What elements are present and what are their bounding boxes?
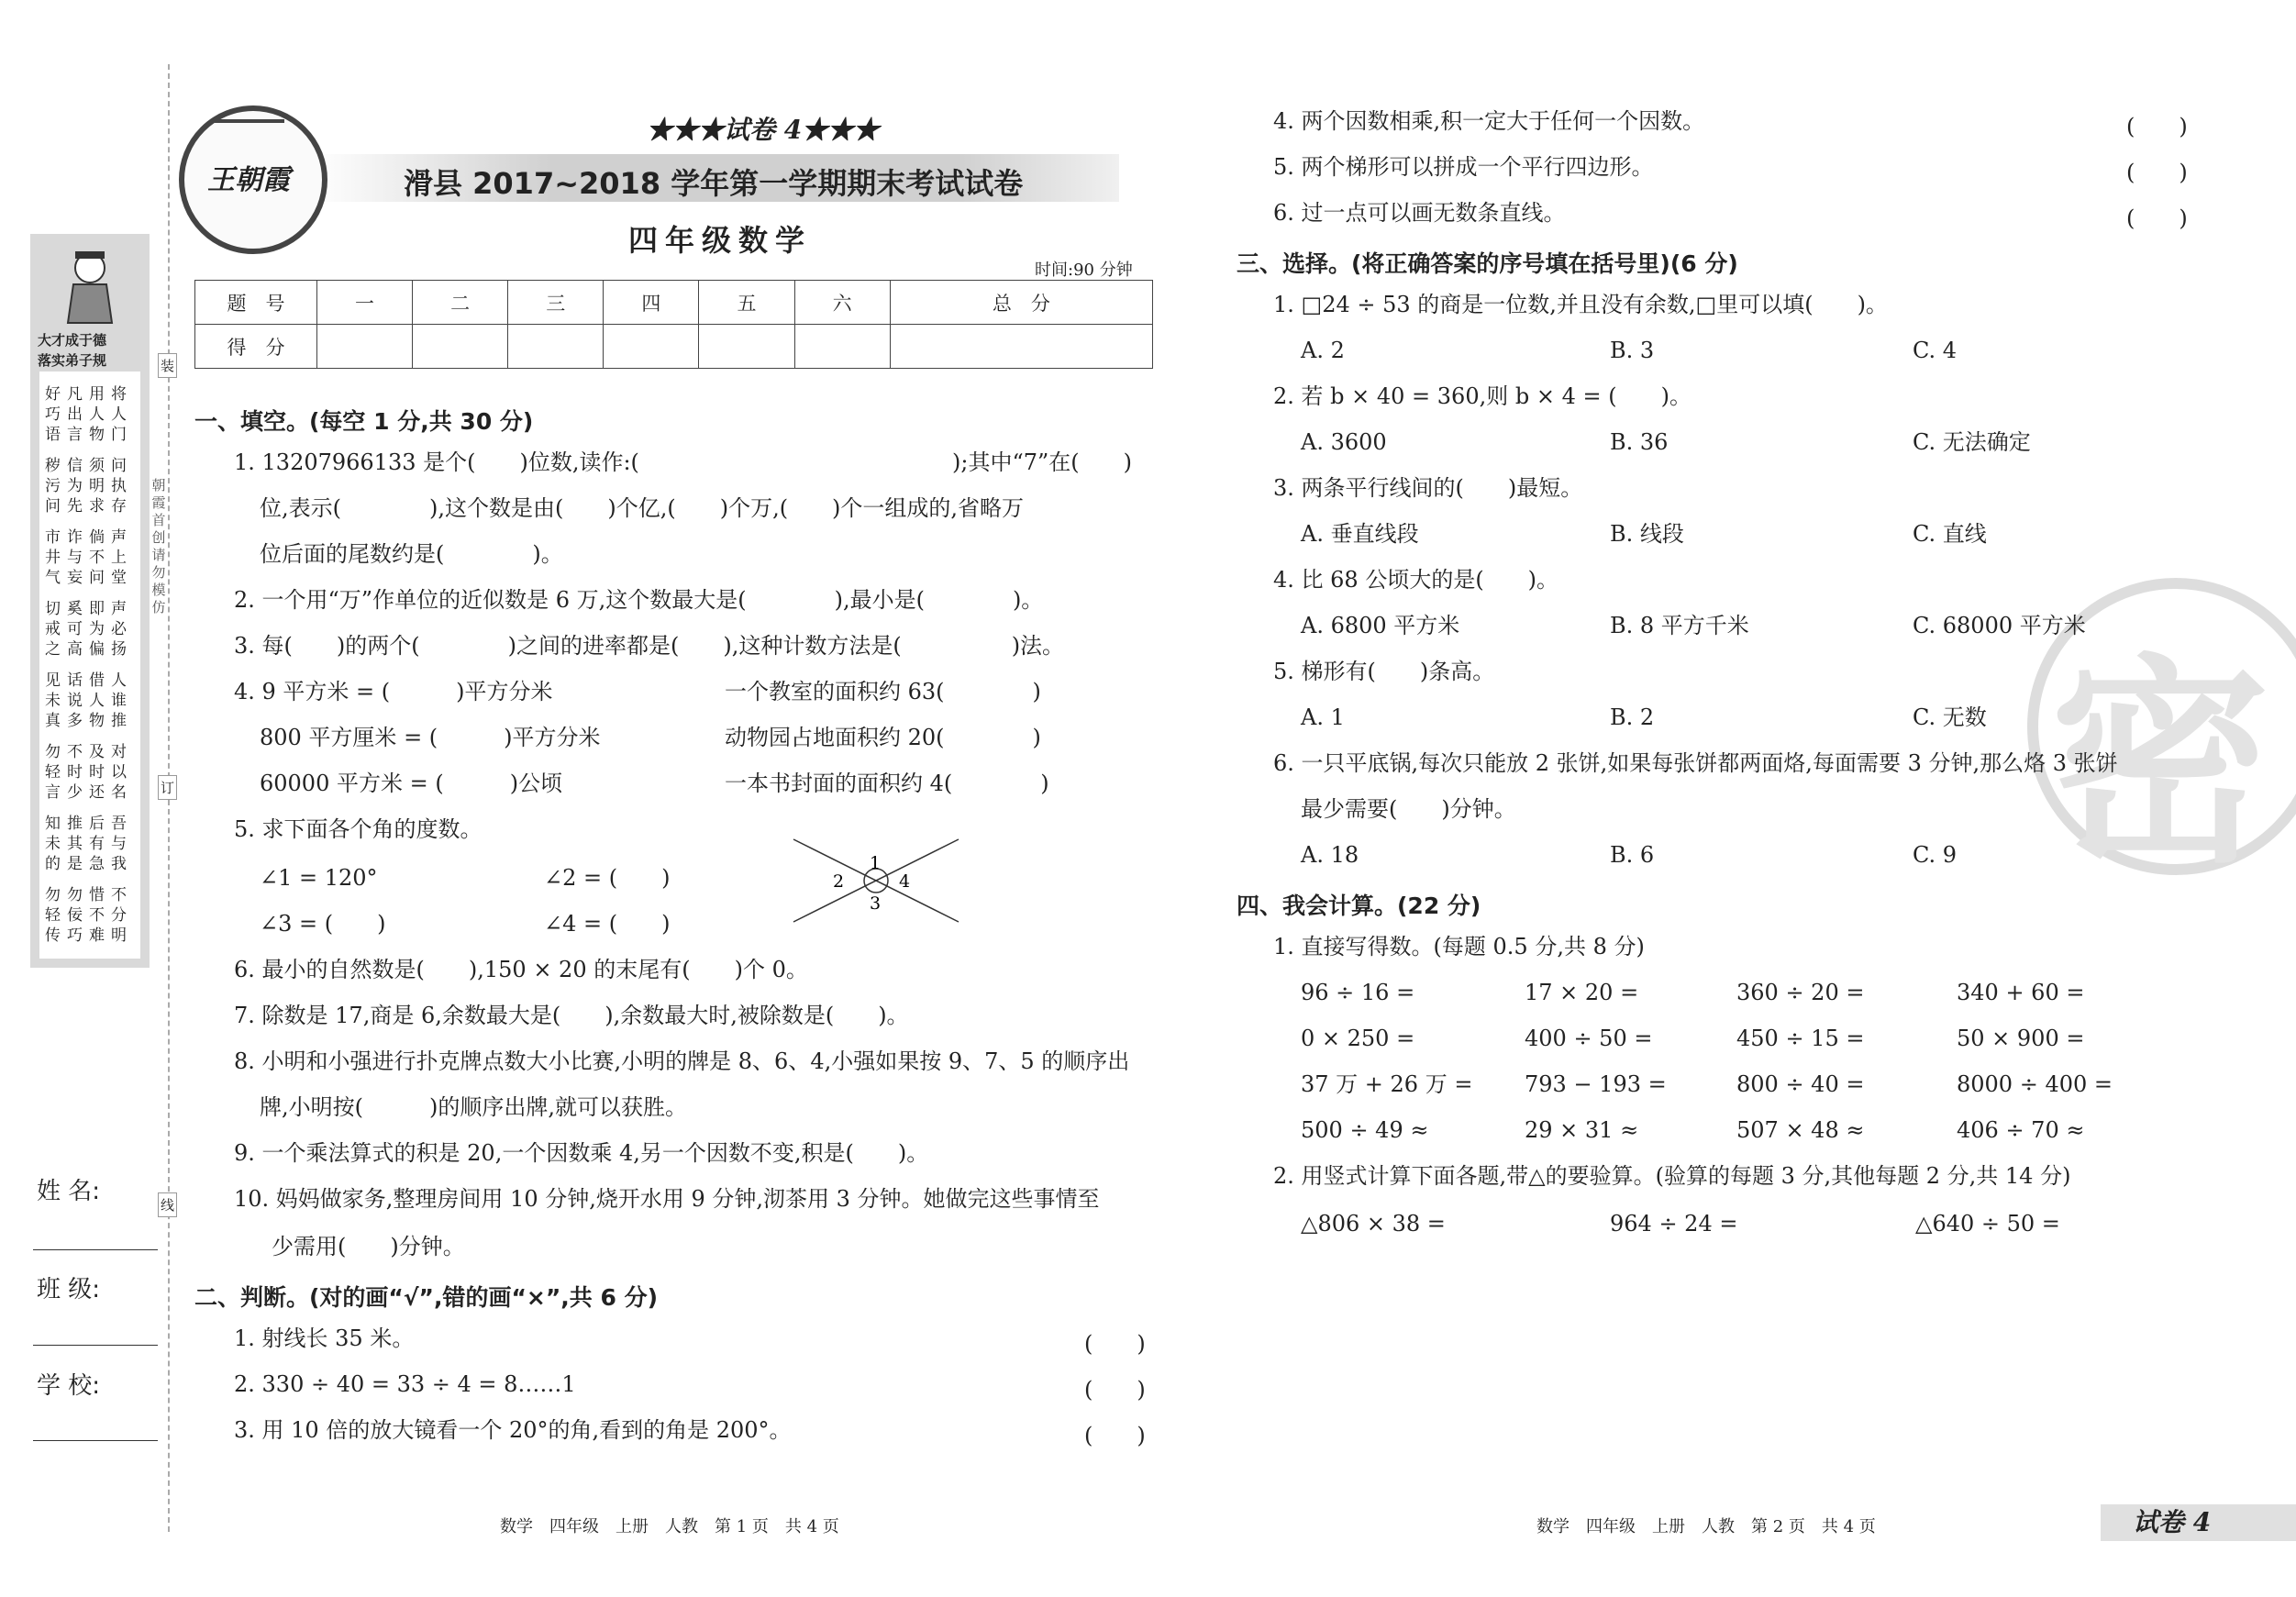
poem-line: 见话借人	[45, 671, 133, 690]
angle-label-4: 4	[899, 871, 911, 892]
poem-line: 轻时时以	[45, 763, 133, 782]
fill-q5-angle3: ∠3 = ( )	[260, 911, 386, 937]
choice-q5-a[interactable]: A. 1	[1301, 704, 1345, 730]
calc-item: 800 ÷ 40 =	[1736, 1071, 1865, 1097]
score-input-cell[interactable]	[317, 325, 413, 369]
score-header-row	[195, 281, 1153, 325]
fill-q1-line1: 1. 13207966133 是个( )位数,读作:(	[234, 449, 639, 475]
poem-line: 言少还名	[45, 783, 133, 802]
calc-sub1-heading: 1. 直接写得数。(每题 0.5 分,共 8 分)	[1273, 934, 1645, 959]
watermark-text: 密	[2050, 636, 2271, 893]
score-input-cell[interactable]	[413, 325, 508, 369]
angle-label-2: 2	[833, 871, 845, 892]
judge-answer-4[interactable]: ( )	[2126, 114, 2188, 139]
seal-char-2: 订	[158, 775, 177, 800]
choice-q4: 4. 比 68 公顷大的是( )。	[1273, 567, 1559, 593]
score-header-cell: 题 号	[195, 281, 317, 325]
score-label-cell: 得 分	[195, 325, 317, 369]
sidebar-panel	[30, 234, 150, 968]
fill-q2: 2. 一个用“万”作单位的近似数是 6 万,这个数最大是( ),最小是( )。	[234, 587, 1044, 613]
score-header-cell: 一	[317, 281, 413, 325]
seal-char-1: 装	[158, 353, 177, 378]
exam-number-label: ★★★试卷 4★★★	[647, 115, 880, 145]
footer-left: 数学 四年级 上册 人教 第 1 页 共 4 页	[500, 1517, 839, 1536]
fill-q5-angle2: ∠2 = ( )	[544, 865, 671, 891]
poem-line: 戒可为必	[45, 620, 133, 638]
fill-q5-angle1: ∠1 = 120°	[260, 865, 378, 891]
fill-q4e: 动物园占地面积约 20( )	[725, 725, 1041, 750]
angle-label-3: 3	[870, 893, 882, 914]
choice-q2-b[interactable]: B. 36	[1610, 429, 1669, 455]
score-input-cell[interactable]	[604, 325, 699, 369]
calc-item: 50 × 900 =	[1957, 1026, 2085, 1051]
fill-q9: 9. 一个乘法算式的积是 20,一个因数乘 4,另一个因数不变,积是( )。	[234, 1140, 929, 1166]
score-header-cell: 五	[699, 281, 794, 325]
poem-line: 的是急我	[45, 855, 133, 873]
score-input-cell[interactable]	[699, 325, 794, 369]
vertical-calc-2: 964 ÷ 24 =	[1610, 1211, 1738, 1237]
choice-q4-c[interactable]: C. 68000 平方米	[1913, 613, 2086, 638]
poem-line: 轻佞不分	[45, 906, 133, 925]
fill-q5-angle4: ∠4 = ( )	[544, 911, 671, 937]
poem-line: 之高偏扬	[45, 640, 133, 659]
calc-item: 360 ÷ 20 =	[1736, 980, 1865, 1005]
judge-q3: 3. 用 10 倍的放大镜看一个 20°的角,看到的角是 200°。	[234, 1417, 792, 1443]
page-title: 滑县 2017~2018 学年第一学期期末考试试卷	[404, 166, 1024, 201]
copyright-note: 朝霞首创 请勿模仿	[151, 477, 166, 616]
poem-line: 未其有与	[45, 835, 133, 853]
poem-line: 气妄问堂	[45, 569, 133, 587]
choice-q6-line2: 最少需要( )分钟。	[1301, 796, 1516, 822]
fill-q4b: 800 平方厘米 = ( )平方分米	[260, 725, 601, 750]
calc-item: 500 ÷ 49 ≈	[1301, 1117, 1429, 1143]
section-1-heading: 一、填空。(每空 1 分,共 30 分)	[194, 408, 534, 435]
choice-q1-c[interactable]: C. 4	[1913, 338, 1958, 363]
score-input-cell[interactable]	[508, 325, 604, 369]
calc-item: 37 万 + 26 万 =	[1301, 1071, 1473, 1097]
vertical-calc-1: △806 × 38 =	[1301, 1211, 1446, 1237]
calc-item: 340 + 60 =	[1957, 980, 2085, 1005]
poem-area	[39, 372, 140, 959]
poem-line: 勿勿惜不	[45, 886, 133, 904]
poem-line: 真多物推	[45, 712, 133, 730]
choice-q1-a[interactable]: A. 2	[1301, 338, 1345, 363]
calc-sub2-heading: 2. 用竖式计算下面各题,带△的要验算。(验算的每题 3 分,其他每题 2 分,共 14 分)	[1273, 1163, 2071, 1189]
logo-text: 王朝霞	[207, 164, 290, 196]
motto-1: 大才成于德	[38, 332, 107, 349]
vertical-calc-3: △640 ÷ 50 =	[1915, 1211, 2060, 1237]
choice-q5: 5. 梯形有( )条高。	[1273, 659, 1495, 684]
choice-q3-b[interactable]: B. 线段	[1610, 521, 1684, 547]
subject-title: 四年级数学	[628, 223, 813, 258]
crown-icon	[211, 92, 284, 123]
choice-q5-b[interactable]: B. 2	[1610, 704, 1655, 730]
calc-item: 507 × 48 ≈	[1736, 1117, 1865, 1143]
school-label: 学 校:	[37, 1372, 101, 1400]
poem-line: 语言物门	[45, 426, 133, 444]
fill-q10-line1: 10. 妈妈做家务,整理房间用 10 分钟,烧开水用 9 分钟,沏茶用 3 分钟。她做完这些事情至	[234, 1186, 1100, 1212]
choice-q6-c[interactable]: C. 9	[1913, 842, 1958, 868]
judge-answer-1[interactable]: ( )	[1084, 1331, 1146, 1357]
calc-item: 0 × 250 =	[1301, 1026, 1415, 1051]
fill-q7: 7. 除数是 17,商是 6,余数最大是( ),余数最大时,被除数是( )。	[234, 1003, 909, 1028]
time-limit: 时间:90 分钟	[1035, 261, 1133, 280]
fill-q4f: 一本书封面的面积约 4( )	[725, 771, 1049, 796]
score-value-row	[195, 325, 1153, 369]
poem-line: 好凡用将	[45, 385, 133, 404]
score-header-cell: 四	[604, 281, 699, 325]
poem-line: 未说人谁	[45, 692, 133, 710]
score-table	[194, 280, 1153, 369]
brand-logo	[179, 105, 327, 254]
fill-q1-line1-end: );其中“7”在( )	[952, 449, 1132, 475]
judge-q4: 4. 两个因数相乘,积一定大于任何一个因数。	[1273, 108, 1705, 134]
judge-q6: 6. 过一点可以画无数条直线。	[1273, 200, 1566, 226]
angle-label-1: 1	[870, 853, 882, 873]
school-line[interactable]	[33, 1440, 158, 1441]
fill-q4c: 60000 平方米 = ( )公顷	[260, 771, 563, 796]
poem-line: 污为明执	[45, 477, 133, 495]
score-input-cell[interactable]	[890, 325, 1152, 369]
choice-q1: 1. □24 ÷ 53 的商是一位数,并且没有余数,□里可以填( )。	[1273, 292, 1888, 317]
fill-q3: 3. 每( )的两个( )之间的进率都是( ),这种计数方法是( )法。	[234, 633, 1065, 659]
calc-item: 400 ÷ 50 =	[1525, 1026, 1653, 1051]
choice-q6-line1: 6. 一只平底锅,每次只能放 2 张饼,如果每张饼都两面烙,每面需要 3 分钟,那么烙 3 张饼	[1273, 750, 2118, 776]
calc-item: 8000 ÷ 400 =	[1957, 1071, 2113, 1097]
judge-q5: 5. 两个梯形可以拼成一个平行四边形。	[1273, 154, 1654, 180]
judge-q2: 2. 330 ÷ 40 = 33 ÷ 4 = 8……1	[234, 1371, 576, 1397]
score-header-cell: 三	[508, 281, 604, 325]
judge-answer-3[interactable]: ( )	[1084, 1423, 1146, 1448]
fill-q8-line1: 8. 小明和小强进行扑克牌点数大小比赛,小明的牌是 8、6、4,小强如果按 9、7、5 的顺序出	[234, 1048, 1130, 1074]
scholar-icon	[62, 248, 117, 326]
choice-q2-c[interactable]: C. 无法确定	[1913, 429, 2031, 455]
score-header-cell: 总 分	[890, 281, 1152, 325]
fill-q10-line2: 少需用( )分钟。	[272, 1234, 465, 1259]
choice-q4-a[interactable]: A. 6800 平方米	[1301, 613, 1460, 638]
calc-item: 406 ÷ 70 ≈	[1957, 1117, 2085, 1143]
fill-q8-line2: 牌,小明按( )的顺序出牌,就可以获胜。	[260, 1094, 687, 1120]
calc-item: 793 − 193 =	[1525, 1071, 1667, 1097]
fill-q5: 5. 求下面各个角的度数。	[234, 816, 482, 842]
class-label: 班 级:	[37, 1276, 101, 1303]
poem-line: 秽信须问	[45, 457, 133, 475]
judge-answer-6[interactable]: ( )	[2126, 205, 2188, 231]
score-header-cell: 二	[413, 281, 508, 325]
score-input-cell[interactable]	[794, 325, 890, 369]
footer-right: 数学 四年级 上册 人教 第 2 页 共 4 页	[1536, 1517, 1876, 1536]
section-3-heading: 三、选择。(将正确答案的序号填在括号里)(6 分)	[1237, 250, 1738, 277]
judge-q1: 1. 射线长 35 米。	[234, 1325, 415, 1351]
choice-q6-a[interactable]: A. 18	[1301, 842, 1359, 868]
judge-answer-2[interactable]: ( )	[1084, 1377, 1146, 1403]
choice-q5-c[interactable]: C. 无数	[1913, 704, 1987, 730]
calc-item: 450 ÷ 15 =	[1736, 1026, 1865, 1051]
fill-q1-line3: 位后面的尾数约是( )。	[260, 541, 563, 567]
choice-q6-b[interactable]: B. 6	[1610, 842, 1655, 868]
judge-answer-5[interactable]: ( )	[2126, 160, 2188, 185]
choice-q3: 3. 两条平行线间的( )最短。	[1273, 475, 1583, 501]
motto-2: 落实弟子规	[38, 352, 107, 369]
choice-q3-a[interactable]: A. 垂直线段	[1301, 521, 1419, 547]
calc-item: 96 ÷ 16 =	[1301, 980, 1415, 1005]
poem-line: 问先求存	[45, 497, 133, 516]
calc-item: 29 × 31 ≈	[1525, 1117, 1639, 1143]
fill-q6: 6. 最小的自然数是( ),150 × 20 的末尾有( )个 0。	[234, 957, 808, 982]
choice-q1-b[interactable]: B. 3	[1610, 338, 1655, 363]
calc-item: 17 × 20 =	[1525, 980, 1639, 1005]
seal-char-3: 线	[158, 1192, 177, 1217]
poem-line: 切奚即声	[45, 600, 133, 618]
poem-line: 井与不上	[45, 549, 133, 567]
poem-line: 巧出人人	[45, 405, 133, 424]
fill-q4d: 一个教室的面积约 63( )	[725, 679, 1041, 704]
choice-q4-b[interactable]: B. 8 平方千米	[1610, 613, 1749, 638]
poem-line: 市诈倘声	[45, 528, 133, 547]
exam-tag-text: 试卷 4	[2133, 1507, 2212, 1537]
fill-q1-line2: 位,表示( ),这个数是由( )个亿,( )个万,( )个一组成的,省略万	[260, 495, 1025, 521]
choice-q2: 2. 若 b × 40 = 360,则 b × 4 = ( )。	[1273, 383, 1691, 409]
name-label: 姓 名:	[37, 1178, 101, 1205]
section-4-heading: 四、我会计算。(22 分)	[1237, 893, 1481, 919]
class-line[interactable]	[33, 1345, 158, 1346]
fill-q4a: 4. 9 平方米 = ( )平方分米	[234, 679, 553, 704]
score-header-cell: 六	[794, 281, 890, 325]
choice-q2-a[interactable]: A. 3600	[1301, 429, 1387, 455]
section-2-heading: 二、判断。(对的画“√”,错的画“×”,共 6 分)	[194, 1284, 658, 1311]
name-line[interactable]	[33, 1249, 158, 1250]
poem-line: 勿不及对	[45, 743, 133, 761]
mascot-figure	[62, 248, 117, 326]
choice-q3-c[interactable]: C. 直线	[1913, 521, 1987, 547]
angle-diagram	[789, 830, 963, 931]
poem-line: 传巧难明	[45, 926, 133, 945]
poem-line: 知推后吾	[45, 815, 133, 833]
